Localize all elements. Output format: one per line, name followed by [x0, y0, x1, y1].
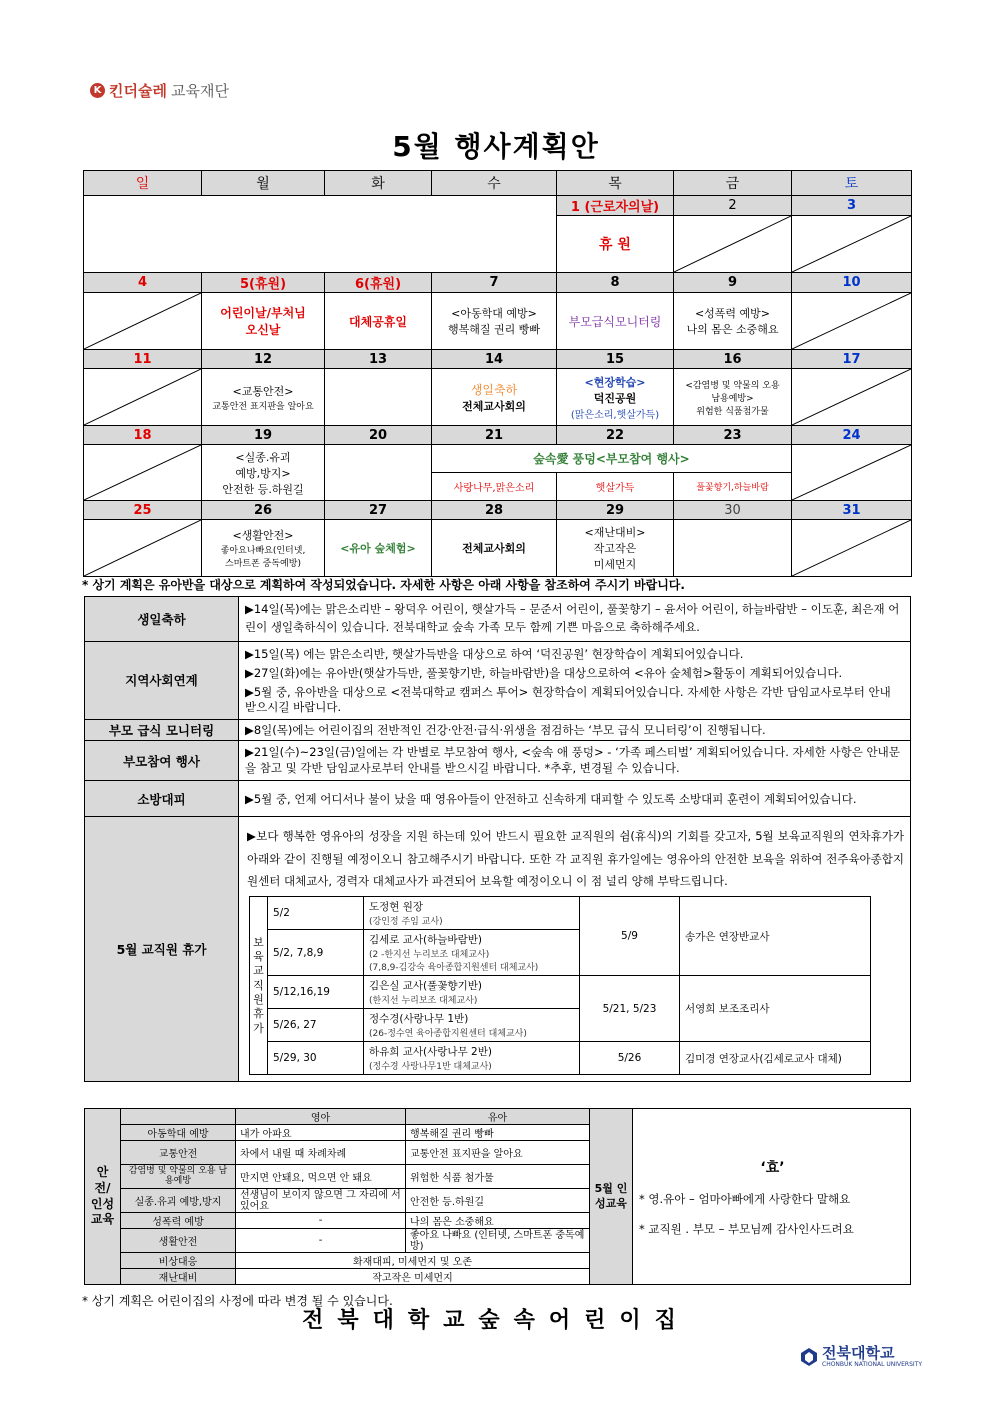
date-11: 11	[84, 350, 202, 369]
safety-category: 생활안전	[121, 1229, 236, 1253]
safety-child: 좋아요 나빠요 (인터넷, 스마트폰 중독예방)	[406, 1229, 590, 1253]
date-18: 18	[84, 426, 202, 445]
slash-cell	[84, 293, 202, 350]
slash-cell	[792, 369, 912, 426]
label-community: 지역사회연계	[85, 641, 239, 720]
safety-child: 교통안전 표지판을 알아요	[406, 1141, 590, 1165]
vac-sub: (정수경 사랑나무1반 대체교사)	[369, 1062, 492, 1073]
row-parent	[85, 741, 911, 781]
character-line: * 영.유아 – 엄마아빠에게 사랑한다 말해요	[639, 1191, 851, 1206]
event-field-trip	[557, 369, 674, 426]
event-classes-22: 햇살가득	[557, 473, 674, 501]
university-emblem-icon	[800, 1347, 818, 1367]
event-line: <교통안전>	[232, 384, 294, 398]
event-life-safety	[202, 520, 325, 577]
vac-date: 5/12,16,19	[268, 976, 364, 1009]
vacation-table	[249, 896, 871, 1075]
event-missing-prevention	[202, 445, 325, 501]
vac-date: 5/9	[580, 897, 680, 976]
vac-person	[364, 1042, 580, 1075]
date-24: 24	[792, 426, 912, 445]
university-text	[822, 1346, 922, 1368]
event-line: <생활안전>	[232, 529, 294, 542]
week1-dates	[84, 196, 912, 216]
event-forest: <유아 숲체험>	[325, 520, 432, 577]
date-5: 5(휴원)	[202, 273, 325, 293]
day-sat: 토	[792, 171, 912, 196]
slash-cell	[84, 520, 202, 577]
footer-title: 전북대학교숲속어린이집	[302, 1308, 690, 1333]
week5-events	[84, 520, 912, 577]
row-meal	[85, 720, 911, 741]
empty-cell	[325, 445, 432, 501]
date-25: 25	[84, 501, 202, 520]
calendar-table	[83, 170, 912, 577]
date-4: 4	[84, 273, 202, 293]
text-parent	[239, 741, 911, 781]
event-classes-23: 풀꽃향기,하늘바람	[674, 473, 792, 501]
safety-infant: 선생님이 보이지 않으면 그 자리에 서있어요	[236, 1189, 406, 1213]
vac-name: 김은실 교사(풀꽃향기반)	[369, 980, 482, 993]
paragraph: ▶보다 행복한 영유아의 성장을 지원 하는데 있어 반드시 필요한 교직원의 쉼(휴식)의 기회를 갖고자, 5월 보육교직원의 연차휴가가 아래와 같이 진행될 예정이오니 참고해주시기 바랍니다. 또한 각 교직원 휴가일에는 영유아의 안전한 보육을 위하여 전주육아종합지원센터 대체교사, 경력자 대체교사가 파견되어 보육할 예정이오니 이 점 널리 양해 부탁드립니다.	[247, 829, 904, 888]
date-1: 1 (근로자의날)	[557, 196, 674, 216]
university-logo	[800, 1346, 922, 1368]
week1-events	[84, 216, 912, 273]
safety-child: 나의 몸은 소중해요	[406, 1213, 590, 1229]
safety-category: 성폭력 예방	[121, 1213, 236, 1229]
event-line: <아동학대 예방>	[451, 307, 537, 320]
vac-date: 5/26, 27	[268, 1009, 364, 1042]
event-assault-prevention	[674, 293, 792, 350]
safety-child: 행복해질 권리 빵빠	[406, 1125, 590, 1141]
paragraph: ▶21일(수)~23일(금)일에는 각 반별로 부모참여 행사, <숲속 애 풍덩> - ‘가족 페스티벌’ 계획되어있습니다. 자세한 사항은 안내문을 참고 및 각반 담임교사로부터 안내를 받으시길 바랍니다. *추후, 변경될 수 있습니다.	[245, 745, 900, 775]
day-fri: 금	[674, 171, 792, 196]
event-holiday: 휴 원	[557, 216, 674, 273]
event-line: 덕진공원	[593, 391, 637, 405]
slash-cell	[792, 445, 912, 501]
event-substitute-holiday: 대체공휴일	[325, 293, 432, 350]
date-16: 16	[674, 350, 792, 369]
slash-cell	[84, 445, 202, 501]
safety-both: 작고작은 미세먼지	[236, 1269, 590, 1285]
event-line: 위험한 식품첨가물	[696, 406, 769, 417]
event-traffic-safety	[202, 369, 325, 426]
event-line: <현장학습>	[584, 375, 646, 389]
vac-row	[250, 976, 871, 1009]
event-meal-monitoring: 부모급식모니터링	[557, 293, 674, 350]
paragraph: ▶27일(화)에는 유아반(햇살가득반, 풀꽃향기반, 하늘바람반)을 대상으로하여 <유아 숲체험>활동이 계획되어있습니다.	[245, 666, 843, 681]
event-disaster	[557, 520, 674, 577]
empty-cell	[121, 1109, 236, 1125]
text-community	[239, 641, 911, 720]
text-meal: ▶8일(목)에는 어린이집의 전반적인 건강·안전·급식·위생을 점검하는 ‘부모 급식 모니터링’이 진행됩니다.	[239, 720, 911, 741]
row-community	[85, 641, 911, 720]
vac-date: 5/2, 7,8,9	[268, 930, 364, 976]
week2-events	[84, 293, 912, 350]
header-infant: 영아	[236, 1109, 406, 1125]
row-vacation	[85, 817, 911, 1082]
date-19: 19	[202, 426, 325, 445]
character-theme: ‘효’	[760, 1159, 785, 1176]
event-line: 교통안전 표지판을 알아요	[212, 401, 314, 412]
label-fire: 소방대피	[85, 781, 239, 817]
paragraph: ▶14일(목)에는 맑은소리반 – 왕덕우 어린이, 햇살가득 – 문준서 어린이, 풀꽃향기 – 윤서아 어린이, 하늘바람반 – 이도훈, 최은재 어린이 생일축하식이 있습니다. 전북대학교 숲속 가족 모두 함께 기쁜 마음으로 축하해주세요.	[245, 602, 900, 634]
safety-table	[84, 1108, 911, 1285]
date-2: 2	[674, 196, 792, 216]
week4-events-top	[84, 445, 912, 473]
safety-category: 아동학대 예방	[121, 1125, 236, 1141]
event-line: (맑은소리,햇살가득)	[570, 409, 660, 421]
date-3: 3	[792, 196, 912, 216]
safety-category: 감염병 및 약물의 오용 남용예방	[121, 1165, 236, 1189]
date-28: 28	[432, 501, 557, 520]
event-line: 안전한 등.하원길	[222, 482, 304, 496]
vac-name: 하유희 교사(사랑나무 2반)	[369, 1046, 492, 1059]
event-line: 좋아요나빠요(인터넷,	[220, 546, 306, 556]
vac-sub: (7,8,9-김강숙 육아종합지원센터 대체교사)	[369, 963, 539, 974]
week3-events	[84, 369, 912, 426]
empty-cell	[84, 216, 557, 273]
event-birthday-meeting	[432, 369, 557, 426]
slash-cell	[84, 369, 202, 426]
vac-name: 김세로 교사(하늘바람반)	[369, 934, 482, 947]
vac-person: 김미경 연장교사(김세로교사 대체)	[680, 1042, 871, 1075]
event-line: 예방,방지>	[235, 466, 291, 480]
vac-sub: (한지선 누리보조 대체교사)	[369, 996, 478, 1007]
row-fire	[85, 781, 911, 817]
date-12: 12	[202, 350, 325, 369]
date-23: 23	[674, 426, 792, 445]
date-30: 30	[674, 501, 792, 520]
info-table	[84, 596, 911, 1082]
event-childrens-day: 어린이날/부처님 오신날	[202, 293, 325, 350]
week5-dates	[84, 501, 912, 520]
date-20: 20	[325, 426, 432, 445]
week3-dates	[84, 350, 912, 369]
label-vacation: 5월 교직원 휴가	[85, 817, 239, 1082]
note-bottom: * 상기 계획은 어린이집의 사정에 따라 변경 될 수 있습니다.	[82, 1294, 393, 1308]
event-drug-prevention	[674, 369, 792, 426]
empty-cell	[84, 196, 557, 216]
safety-category: 비상대응	[121, 1253, 236, 1269]
logo	[90, 80, 229, 101]
note-top: * 상기 계획은 유아반을 대상으로 계획하여 작성되었습니다. 자세한 사항은 아래 사항을 참조하여 주시기 바랍니다.	[82, 578, 685, 592]
character-label: 5월 인성교육	[590, 1109, 633, 1285]
vac-person	[364, 930, 580, 976]
event-line: <실종.유괴	[235, 450, 291, 464]
event-line: 나의 몸은 소중해요	[686, 323, 779, 336]
slash-cell	[792, 293, 912, 350]
safety-infant: 차에서 내릴 때 차례차례	[236, 1141, 406, 1165]
date-14: 14	[432, 350, 557, 369]
label-parent: 부모참여 행사	[85, 741, 239, 781]
slash-cell	[792, 216, 912, 273]
event-abuse-prevention	[432, 293, 557, 350]
event-line: 행복해질 권리 빵빠	[447, 323, 540, 336]
vac-row	[250, 897, 871, 930]
label-birthday: 생일축하	[85, 597, 239, 642]
empty-cell	[325, 369, 432, 426]
safety-side-label: 안전/인성교육	[85, 1109, 121, 1285]
safety-both: 화재대피, 미세먼지 및 오존	[236, 1253, 590, 1269]
university-eng: CHONBUK NATIONAL UNIVERSITY	[822, 1361, 923, 1368]
day-sun: 일	[84, 171, 202, 196]
date-21: 21	[432, 426, 557, 445]
event-line: <성폭력 예방>	[694, 307, 771, 320]
vac-vertical-label: 보육교직원 휴가	[250, 897, 268, 1075]
vac-person: 서영희 보조조리사	[680, 976, 871, 1042]
vac-person	[364, 897, 580, 930]
date-10: 10	[792, 273, 912, 293]
logo-brand: 킨더슐레	[109, 82, 167, 100]
date-26: 26	[202, 501, 325, 520]
weekday-header	[84, 171, 912, 196]
date-27: 27	[325, 501, 432, 520]
event-line: 생일축하	[470, 382, 518, 397]
safety-header	[85, 1109, 911, 1125]
date-6: 6(휴원)	[325, 273, 432, 293]
safety-infant: 내가 아파요	[236, 1125, 406, 1141]
header-child: 유아	[406, 1109, 590, 1125]
date-15: 15	[557, 350, 674, 369]
safety-category: 재난대비	[121, 1269, 236, 1285]
event-line: 남용예방>	[711, 393, 754, 404]
university-name: 전북대학교	[822, 1344, 895, 1362]
page-title: 5월 행사계획안	[392, 130, 600, 163]
day-wed: 수	[432, 171, 557, 196]
date-8: 8	[557, 273, 674, 293]
date-31: 31	[792, 501, 912, 520]
row-birthday	[85, 597, 911, 642]
character-line: * 교직원 . 부모 – 부모님께 감사인사드려요	[639, 1221, 854, 1236]
day-mon: 월	[202, 171, 325, 196]
day-thu: 목	[557, 171, 674, 196]
safety-infant: -	[236, 1213, 406, 1229]
vac-date: 5/21, 5/23	[580, 976, 680, 1042]
safety-category: 실종.유괴 예방,방지	[121, 1189, 236, 1213]
day-tue: 화	[325, 171, 432, 196]
vac-name: 정수경(사랑나무 1반)	[369, 1013, 469, 1026]
safety-child: 위험한 식품 첨가물	[406, 1165, 590, 1189]
vac-person	[364, 1009, 580, 1042]
paragraph: ▶15일(목) 에는 맑은소리반, 햇살가득반을 대상으로 하여 ‘덕진공원’ 현장학습이 계획되어있습니다.	[245, 646, 744, 661]
event-teacher-meeting: 전체교사회의	[432, 520, 557, 577]
vac-date: 5/26	[580, 1042, 680, 1075]
event-line: <재난대비>	[584, 526, 646, 539]
date-9: 9	[674, 273, 792, 293]
event-line: 스마트폰 중독예방)	[225, 559, 301, 569]
event-classes-21: 사랑나무,맑은소리	[432, 473, 557, 501]
safety-category: 교통안전	[121, 1141, 236, 1165]
slash-cell	[674, 216, 792, 273]
text-birthday	[239, 597, 911, 642]
vac-row	[250, 1042, 871, 1075]
vac-date: 5/2	[268, 897, 364, 930]
event-line: 미세먼지	[593, 558, 637, 571]
event-parent-festival: 숲속愛 풍덩<부모참여 행사>	[432, 445, 792, 473]
event-line: 전체교사회의	[462, 399, 526, 413]
event-line: <감염병 및 약물의 오용	[685, 380, 780, 391]
vac-sub: (강인정 주임 교사)	[369, 917, 443, 928]
vac-person: 송가은 연장반교사	[680, 897, 871, 976]
week4-dates	[84, 426, 912, 445]
safety-infant: 만지면 안돼요, 먹으면 안 돼요	[236, 1165, 406, 1189]
vac-sub: (26-정수연 육아종합지원센터 대체교사)	[369, 1029, 527, 1040]
paragraph: ▶5월 중, 유아반을 대상으로 <전북대학교 캠퍼스 투어> 현장학습이 계획되어있습니다. 자세한 사항은 각반 담임교사로부터 안내 받으시길 바랍니다.	[245, 685, 891, 715]
logo-sub: 교육재단	[170, 82, 229, 100]
text-vacation	[239, 817, 911, 1082]
vac-name: 도정현 원장	[369, 901, 424, 914]
slash-cell	[792, 520, 912, 577]
date-13: 13	[325, 350, 432, 369]
logo-k-icon: K	[90, 83, 105, 98]
empty-cell	[674, 520, 792, 577]
label-meal: 부모 급식 모니터링	[85, 720, 239, 741]
vac-sub: (2 -한지선 누리보조 대체교사)	[369, 950, 490, 961]
date-22: 22	[557, 426, 674, 445]
vac-date: 5/29, 30	[268, 1042, 364, 1075]
event-line: 작고작은	[593, 542, 637, 555]
character-content	[633, 1109, 911, 1285]
vac-person	[364, 976, 580, 1009]
safety-child: 안전한 등.하원길	[406, 1189, 590, 1213]
date-7: 7	[432, 273, 557, 293]
week2-dates	[84, 273, 912, 293]
text-fire: ▶5월 중, 언제 어디서나 불이 났을 때 영유아들이 안전하고 신속하게 대피할 수 있도록 소방대피 훈련이 계획되어있습니다.	[239, 781, 911, 817]
safety-infant: -	[236, 1229, 406, 1253]
date-17: 17	[792, 350, 912, 369]
date-29: 29	[557, 501, 674, 520]
